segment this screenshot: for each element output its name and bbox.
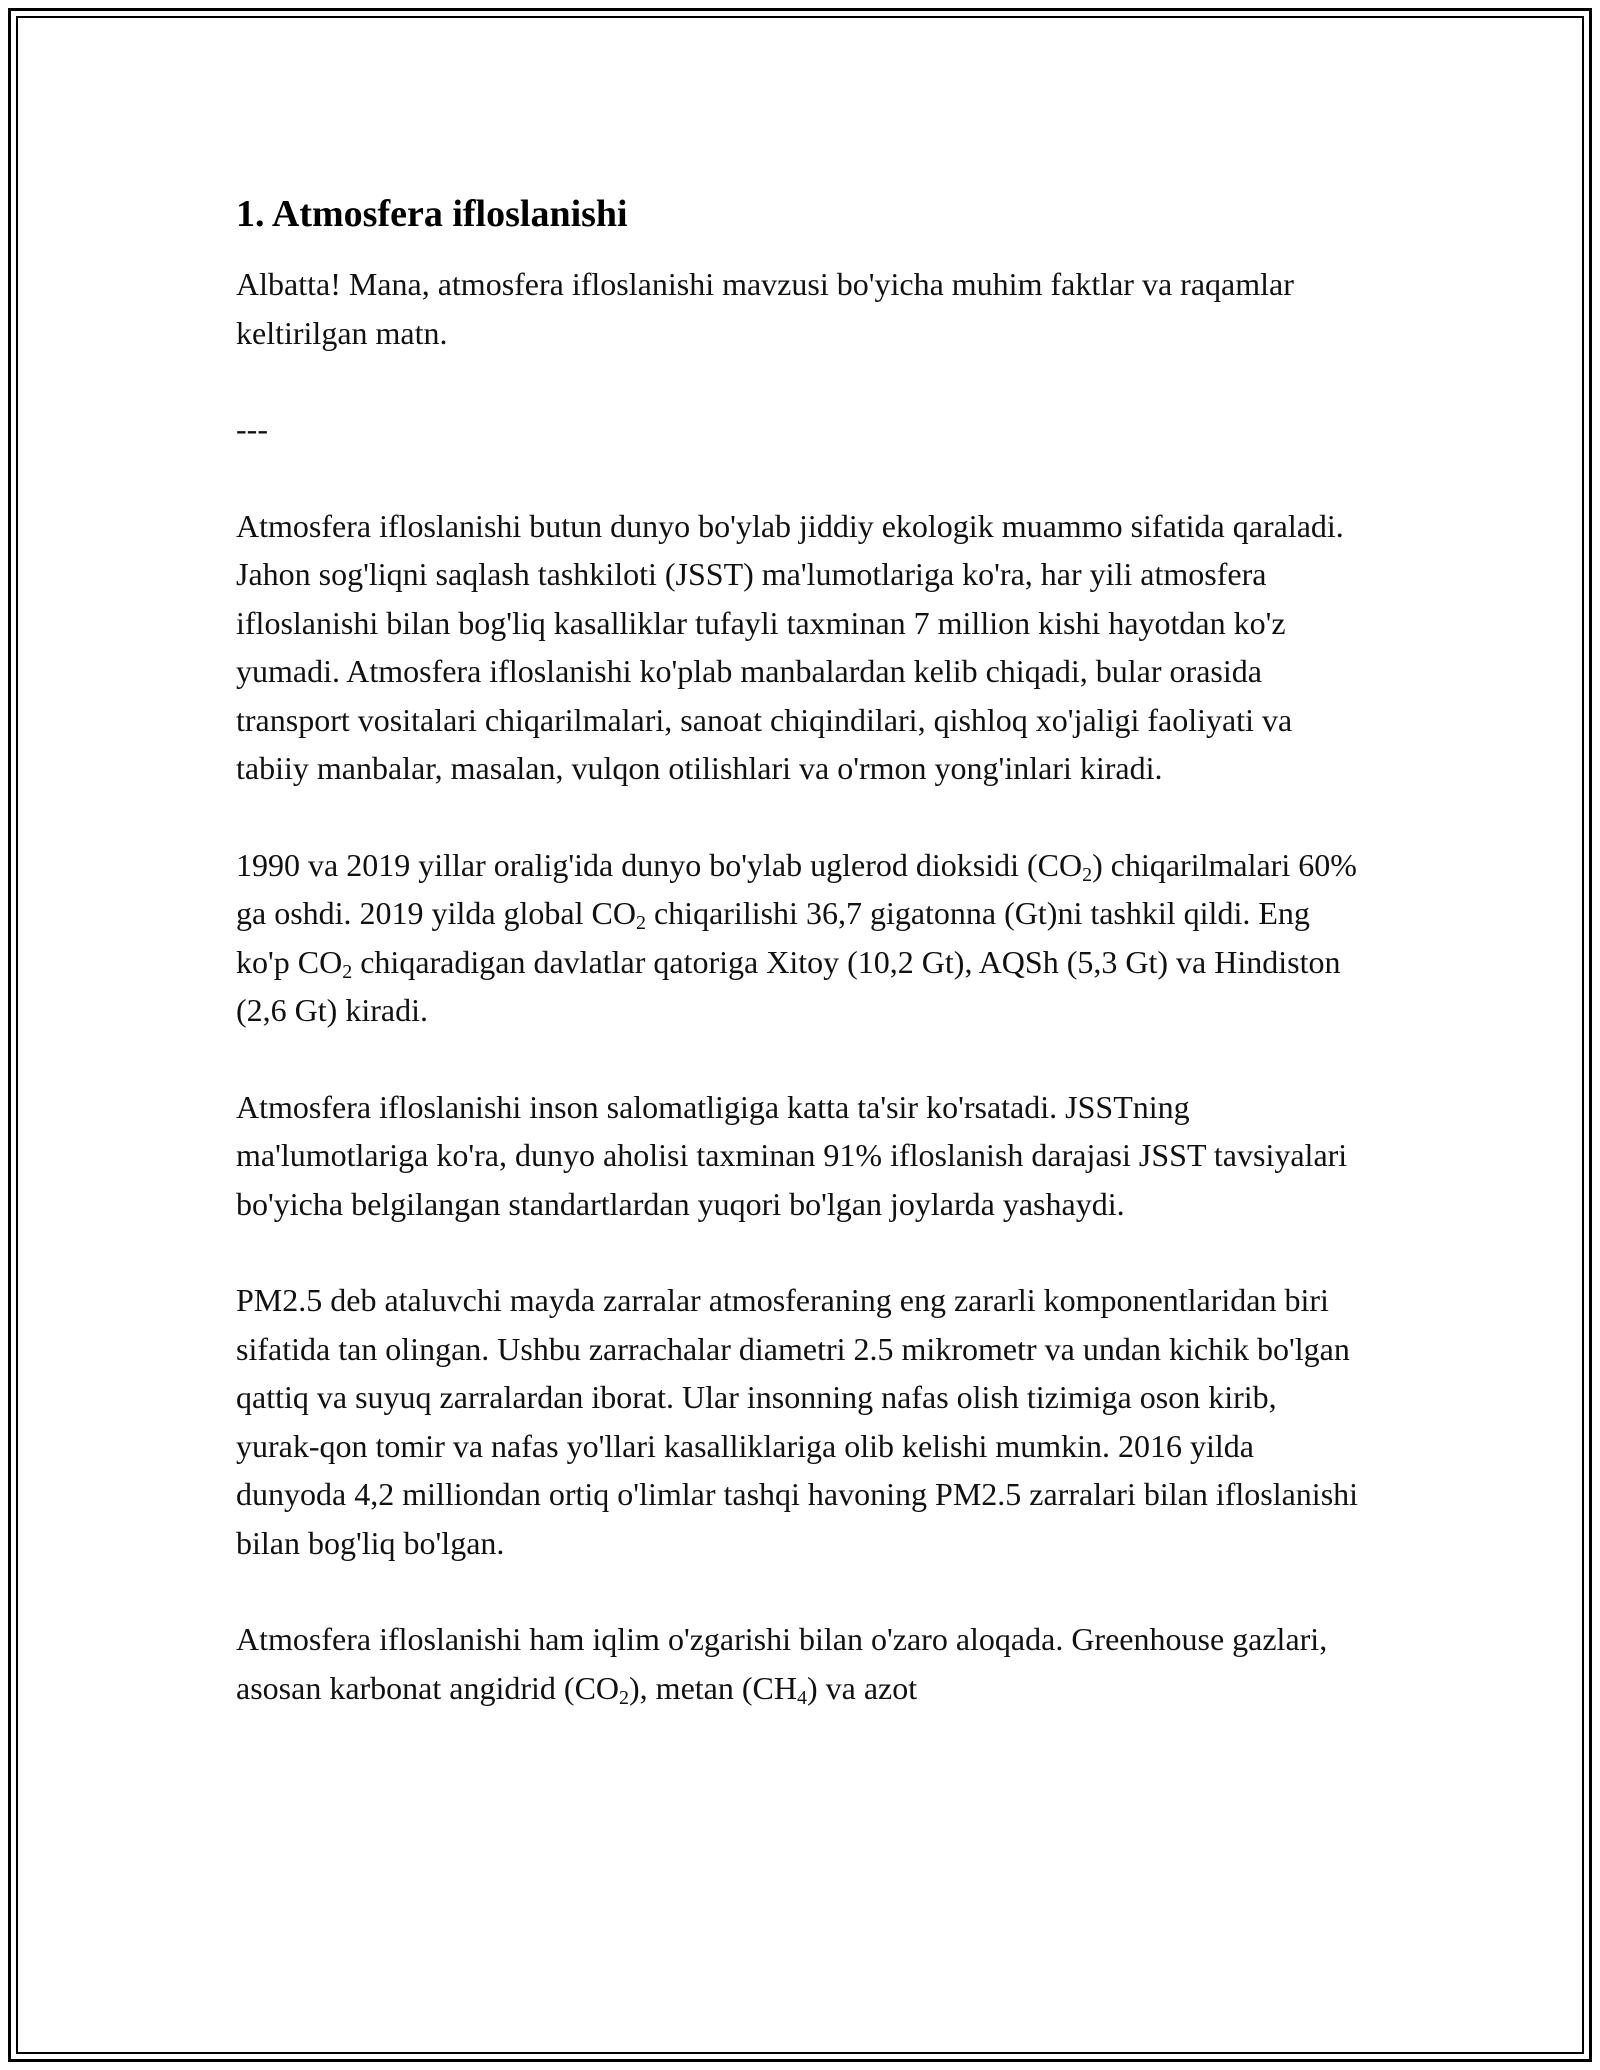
section-heading: 1. Atmosfera ifloslanishi (236, 193, 628, 235)
climate-text-2: ), metan (CH (629, 1669, 797, 1706)
co2-text-1: 1990 va 2019 yillar oralig'ida dunyo bo'ylab uglerod dioksidi (CO (236, 846, 1083, 883)
climate-text-3: ) va azot (806, 1669, 918, 1706)
paragraph-health: Atmosfera ifloslanishi inson salomatligiga katta ta'sir ko'rsatadi. JSSTning ma'lumotlariga ko'ra, dunyo aholisi taxminan 91% ifloslanish darajasi JSST tavsiyalari bo'yicha belgilangan standartlardan yuqori bo'lgan joylarda yashaydi. (236, 1088, 1348, 1222)
document-body (236, 190, 1366, 1760)
separator: --- (236, 411, 268, 447)
co2-text-3: chiqarilishi 36,7 gigatonna (Gt)ni tashkil qildi. Eng ko'p CO (236, 895, 1310, 980)
subscript-2: 2 (342, 960, 353, 983)
subscript-2: 2 (1082, 863, 1093, 886)
intro-paragraph: Albatta! Mana, atmosfera ifloslanishi mavzusi bo'yicha muhim faktlar va raqamlar keltirilgan matn. (236, 266, 1294, 351)
paragraph-pm25: PM2.5 deb ataluvchi mayda zarralar atmosferaning eng zararli komponentlaridan biri sifatida tan olingan. Ushbu zarrachalar diametri 2.5 mikrometr va undan kichik bo'lgan qattiq va suyuq zarralardan iborat. Ular insonning nafas olish tizimiga oson kirib, yurak-qon tomir va nafas yo'llari kasalliklariga olib kelishi mumkin. 2016 yilda dunyoda 4,2 milliondan ortiq o'limlar tashqi havoning PM2.5 zarralari bilan ifloslanishi bilan bog'liq bo'lgan. (236, 1282, 1359, 1561)
paragraph-co2-emissions (236, 841, 1366, 1035)
co2-text-2: ) chiqarilmalari 60% ga oshdi. 2019 yilda global CO (236, 846, 1357, 931)
paragraph-climate (236, 1615, 1366, 1712)
paragraph-sources: Atmosfera ifloslanishi butun dunyo bo'ylab jiddiy ekologik muammo sifatida qaraladi. Jahon sog'liqni saqlash tashkiloti (JSST) ma'lumotlariga ko'ra, har yili atmosfera ifloslanishi bilan bog'liq kasalliklar tufayli taxminan 7 million kishi hayotdan ko'z yumadi. Atmosfera ifloslanishi ko'plab manbalardan kelib chiqadi, bular orasida transport vositalari chiqarilmalari, sanoat chiqindilari, qishloq xo'jaligi faoliyati va tabiiy manbalar, masalan, vulqon otilishlari va o'rmon yong'inlari kiradi. (236, 507, 1344, 786)
subscript-2: 2 (619, 1686, 630, 1709)
subscript-4: 4 (796, 1686, 807, 1709)
climate-text-1: Atmosfera ifloslanishi ham iqlim o'zgarishi bilan o'zaro aloqada. Greenhouse gazlari, asosan karbonat angidrid (CO (236, 1621, 1328, 1706)
subscript-2: 2 (635, 912, 646, 934)
co2-text-4: chiqaradigan davlatlar qatoriga Xitoy (10,2 Gt), AQSh (5,3 Gt) va Hindiston (2,6 Gt) kiradi. (236, 943, 1341, 1028)
